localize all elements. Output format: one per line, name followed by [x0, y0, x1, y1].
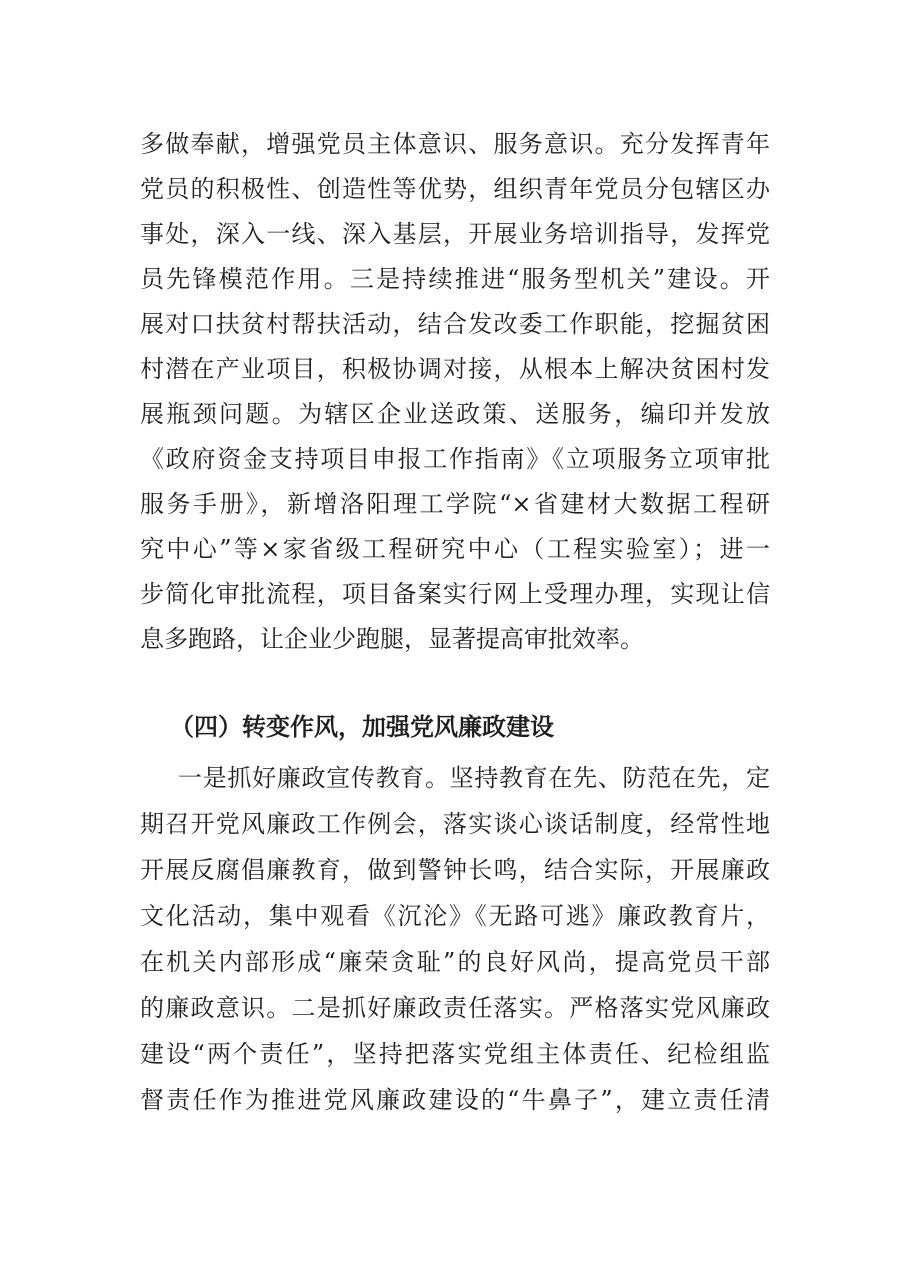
body-text-line: 究中心”等×家省级工程研究中心（工程实验室）；进一 — [140, 535, 770, 563]
body-text-line: 步简化审批流程，项目备案实行网上受理办理，实现让信 — [140, 580, 770, 608]
body-text-line: 文化活动，集中观看《沉沦》《无路可逃》廉政教育片， — [140, 902, 770, 930]
body-text-line: 的廉政意识。二是抓好廉政责任落实。严格落实党风廉政 — [140, 994, 770, 1022]
body-text-line: 息多跑路，让企业少跑腿，显著提高审批效率。 — [140, 625, 644, 653]
body-text-line: 村潜在产业项目，积极协调对接，从根本上解决贫困村发 — [140, 355, 770, 383]
body-text-line: 在机关内部形成“廉荣贪耻”的良好风尚，提高党员干部 — [140, 948, 770, 976]
body-text-line: 员先锋模范作用。三是持续推进“服务型机关”建设。开 — [140, 265, 770, 293]
body-text-line: 督责任作为推进党风廉政建设的“牛鼻子”，建立责任清 — [140, 1086, 770, 1114]
body-text-line: 展对口扶贫村帮扶活动，结合发改委工作职能，挖掘贫困 — [140, 310, 770, 338]
body-text-line: 多做奉献，增强党员主体意识、服务意识。充分发挥青年 — [140, 130, 770, 158]
body-text-line: 事处，深入一线、深入基层，开展业务培训指导，发挥党 — [140, 220, 770, 248]
body-text-line: 期召开党风廉政工作例会，落实谈心谈话制度，经常性地 — [140, 810, 770, 838]
body-text-line: 建设“两个责任”，坚持把落实党组主体责任、纪检组监 — [140, 1040, 770, 1068]
body-text-line: 开展反腐倡廉教育，做到警钟长鸣，结合实际，开展廉政 — [140, 856, 770, 884]
body-text-line: 展瓶颈问题。为辖区企业送政策、送服务，编印并发放 — [140, 400, 770, 428]
body-text-line: 一是抓好廉政宣传教育。坚持教育在先、防范在先，定 — [178, 764, 770, 792]
body-text-line: 服务手册》，新增洛阳理工学院“×省建材大数据工程研 — [140, 490, 770, 518]
body-text-line: 《政府资金支持项目申报工作指南》《立项服务立项审批 — [140, 445, 770, 473]
body-text-line: 党员的积极性、创造性等优势，组织青年党员分包辖区办 — [140, 175, 770, 203]
section-heading: （四）转变作风，加强党风廉政建设 — [170, 713, 554, 741]
